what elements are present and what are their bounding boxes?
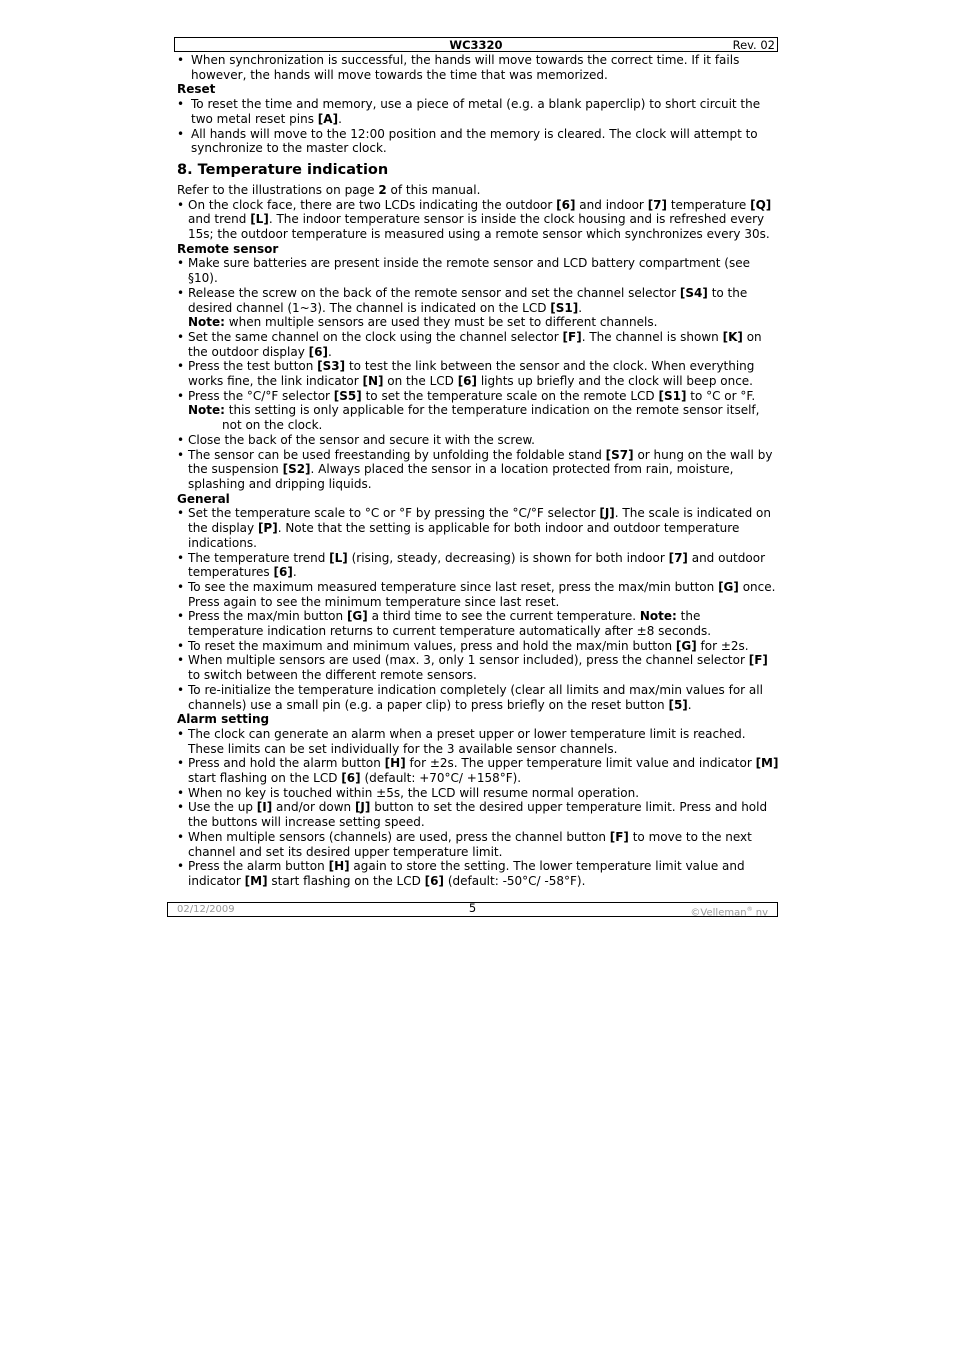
text-run: When no key is touched within ±5s, the LCD will resume normal operation. <box>188 785 640 800</box>
text-run: . <box>292 565 297 580</box>
copyright-text: ©Velleman <box>690 907 747 919</box>
bold-reference: [6] <box>556 197 576 212</box>
text-run: Set the temperature scale to °C or °F by pressing the °C/°F selector <box>188 506 600 521</box>
text-run: and outdoor temperatures <box>188 550 765 580</box>
text-run: lights up briefly and the clock will beep once. <box>477 374 753 389</box>
footer-date: 02/12/2009 <box>177 904 235 915</box>
text-run: a third time to see the current temperature. <box>367 609 640 624</box>
text-run: on the outdoor display <box>188 329 762 359</box>
text-run: . <box>578 300 583 315</box>
bold-reference: [G] <box>675 638 697 653</box>
text-run: All hands will move to the 12:00 position and the memory is cleared. The clock will attempt to synchronize to the master clock. <box>191 126 758 156</box>
bold-reference: [F] <box>562 329 582 344</box>
text-run: When multiple sensors are used (max. 3, only 1 sensor included), press the channel selector <box>188 653 749 668</box>
list-item <box>177 389 779 433</box>
page-header <box>174 37 778 52</box>
list-item <box>177 53 779 82</box>
bold-reference: [N] <box>362 374 384 389</box>
list-item <box>177 830 779 859</box>
text-run: and indoor <box>575 197 648 212</box>
text-run: to switch between the different remote sensors. <box>188 668 477 683</box>
text-run: . The scale is indicated on the display <box>188 506 771 536</box>
text-run: On the clock face, there are two LCDs indicating the outdoor <box>188 197 557 212</box>
text-run: once. Press again to see the minimum temperature since last reset. <box>188 579 776 609</box>
bold-reference: [G] <box>346 609 368 624</box>
text-run: (default: -50°C/ -58°F). <box>444 873 586 888</box>
bold-reference: [M] <box>755 756 779 771</box>
intro-list <box>177 53 779 82</box>
bold-reference: [S1] <box>658 388 687 403</box>
bold-reference: [S7] <box>605 447 634 462</box>
page-footer <box>167 902 778 917</box>
text-run: Press the °C/°F selector <box>188 388 334 403</box>
bold-reference: [S4] <box>679 285 708 300</box>
text-run: Set the same channel on the clock using the channel selector <box>188 329 563 344</box>
list-item <box>177 448 779 492</box>
bold-reference: [L] <box>250 212 269 227</box>
section-intro-list <box>177 198 779 242</box>
bold-reference: [F] <box>609 829 629 844</box>
general-list <box>177 506 779 712</box>
bold-reference: [J] <box>354 800 371 815</box>
bold-reference: [5] <box>668 697 688 712</box>
text-run: or hung on the wall by the suspension <box>188 447 773 477</box>
bold-reference: [L] <box>329 550 348 565</box>
list-item <box>177 800 779 829</box>
list-item <box>177 127 779 156</box>
text-run: To reset the maximum and minimum values, press and hold the max/min button <box>188 638 676 653</box>
bold-reference: [6] <box>308 344 328 359</box>
page-content <box>177 53 779 889</box>
bold-reference: [H] <box>384 756 406 771</box>
alarm-setting-list <box>177 727 779 889</box>
bold-reference: [6] <box>457 374 478 389</box>
text-run: The sensor can be used freestanding by unfolding the foldable stand <box>188 447 606 462</box>
text-run: for ±2s. The upper temperature limit value and indicator <box>405 756 756 771</box>
list-item <box>177 256 779 285</box>
bold-reference: [7] <box>647 197 668 212</box>
text-run: To see the maximum measured temperature since last reset, press the max/min button <box>188 579 719 594</box>
bold-reference: [I] <box>256 800 273 815</box>
text-run: again to store the setting. The lower temperature limit value and indicator <box>188 859 745 888</box>
text-run: start flashing on the LCD <box>188 771 342 786</box>
text-run: on the LCD <box>383 374 458 389</box>
text-run: When synchronization is successful, the hands will move towards the correct time. If it fails however, the hands will move towards the time that was memorized. <box>191 53 740 82</box>
list-item <box>177 580 779 609</box>
text-run: Press and hold the alarm button <box>188 756 385 771</box>
bold-reference: [6] <box>341 771 361 786</box>
text-run: The temperature trend <box>188 550 330 565</box>
footer-copyright <box>690 904 768 919</box>
text-run: Press the max/min button <box>188 609 347 624</box>
list-item <box>177 609 779 638</box>
text-run: this setting is only applicable for the temperature indication on the remote sensor itself, <box>224 403 760 418</box>
text-run: Release the screw on the back of the remote sensor and set the channel selector <box>188 285 680 300</box>
remote-sensor-list <box>177 256 779 491</box>
list-item <box>177 786 779 801</box>
text-run: to the desired channel (1~3). The channel is indicated on the LCD <box>188 285 748 315</box>
text-run: Press the test button <box>188 359 318 374</box>
bold-reference: [S3] <box>317 359 346 374</box>
text-run: the temperature indication returns to current temperature automatically after ±8 seconds. <box>188 609 712 639</box>
alarm-setting-heading: Alarm setting <box>177 712 270 727</box>
text-run: button to set the desired upper temperature limit. Press and hold the buttons will increase setting speed. <box>188 800 768 830</box>
text-run: Make sure batteries are present inside the remote sensor and LCD battery compartment (see §10). <box>188 256 750 286</box>
text-run: To reset the time and memory, use a piece of metal (e.g. a blank paperclip) to short circuit the two metal reset pins <box>191 97 761 126</box>
bold-reference: Note: <box>639 609 677 624</box>
text-run: Use the up <box>188 800 257 815</box>
list-item <box>177 727 779 756</box>
bold-reference: [7] <box>668 550 688 565</box>
bold-reference: [M] <box>244 873 268 888</box>
reset-list <box>177 97 779 156</box>
text-run: . The channel is shown <box>581 329 723 344</box>
registered-mark: ® <box>746 906 753 913</box>
text-run: . <box>687 697 692 712</box>
text-run: Press the alarm button <box>188 859 329 874</box>
text-run: . <box>327 344 332 359</box>
text-run: . <box>338 111 342 126</box>
bold-reference: [S1] <box>550 300 579 315</box>
text-run: . Note that the setting is applicable for both indoor and outdoor temperature indications. <box>188 521 740 550</box>
text-run: and trend <box>188 212 251 227</box>
text-run: to move to the next channel and set its desired upper temperature limit. <box>188 829 752 859</box>
section-title: 8. Temperature indication <box>177 161 389 178</box>
list-item <box>177 653 779 682</box>
bold-reference: [J] <box>599 506 615 521</box>
bold-reference: [6] <box>273 565 293 580</box>
list-item <box>177 433 779 448</box>
bold-reference: [S5] <box>333 388 362 403</box>
list-item <box>177 756 779 785</box>
text-run: The clock can generate an alarm when a preset upper or lower temperature limit is reached. These limits can be set individually for the 3 available sensor channels. <box>188 726 746 756</box>
text-run: Refer to the illustrations on page <box>177 182 379 197</box>
text-run: to set the temperature scale on the remote LCD <box>361 388 659 403</box>
text-run: of this manual. <box>386 182 481 197</box>
bold-reference: Note: <box>188 403 225 418</box>
remote-sensor-heading: Remote sensor <box>177 241 279 256</box>
text-run: (default: +70°C/ +158°F). <box>360 771 522 786</box>
document-model-title: WC3320 <box>449 38 503 52</box>
bold-reference: [F] <box>748 653 768 668</box>
text-run: . The indoor temperature sensor is inside the clock housing and is refreshed every 15s; the outdoor temperature is measured using a remote sensor which synchronizes every 30s. <box>188 212 770 242</box>
bold-reference: Note: <box>188 315 225 330</box>
text-run: when multiple sensors are used they must be set to different channels. <box>224 315 658 330</box>
bold-reference: [6] <box>424 873 444 888</box>
text-run: to °C or °F. <box>686 388 756 403</box>
list-item <box>177 286 779 330</box>
text-run: To re-initialize the temperature indication completely (clear all limits and max/min values for all channels) use a small pin (e.g. a paper clip) to press briefly on the reset button <box>188 682 763 712</box>
list-item <box>177 683 779 712</box>
page-number: 5 <box>468 901 477 915</box>
text-run: (rising, steady, decreasing) is shown for both indoor <box>347 550 669 565</box>
text-run: start flashing on the LCD <box>267 873 425 888</box>
list-item <box>177 97 779 126</box>
bold-reference: [H] <box>328 859 350 874</box>
text-run: When multiple sensors (channels) are used, press the channel button <box>188 829 610 844</box>
indented-note-text: not on the clock. <box>222 418 323 433</box>
bold-reference: [K] <box>722 329 743 344</box>
bold-reference: [Q] <box>750 197 772 212</box>
text-run: Close the back of the sensor and secure it with the screw. <box>188 432 535 447</box>
text-run: to test the link between the sensor and the clock. When everything works fine, the link indicator <box>188 359 755 389</box>
revision-label: Rev. 02 <box>732 38 775 52</box>
bold-reference: [S2] <box>282 462 311 477</box>
bold-reference: 2 <box>378 182 387 197</box>
text-run: for ±2s. <box>696 638 749 653</box>
text-run: and/or down <box>272 800 355 815</box>
company-suffix: nv <box>752 907 768 919</box>
reset-heading: Reset <box>177 82 216 97</box>
list-item <box>177 551 779 580</box>
list-item <box>177 330 779 359</box>
list-item <box>177 198 779 242</box>
section-intro <box>177 183 779 198</box>
text-run: . Always placed the sensor in a location protected from rain, moisture, splashing and dripping liquids. <box>188 462 734 491</box>
bold-reference: [G] <box>718 579 739 594</box>
bold-reference: [P] <box>257 521 278 536</box>
list-item <box>177 639 779 654</box>
list-item <box>177 359 779 388</box>
list-item <box>177 859 779 888</box>
bold-reference: [A] <box>317 111 339 126</box>
text-run: temperature <box>667 197 751 212</box>
general-heading: General <box>177 491 230 506</box>
list-item <box>177 506 779 550</box>
